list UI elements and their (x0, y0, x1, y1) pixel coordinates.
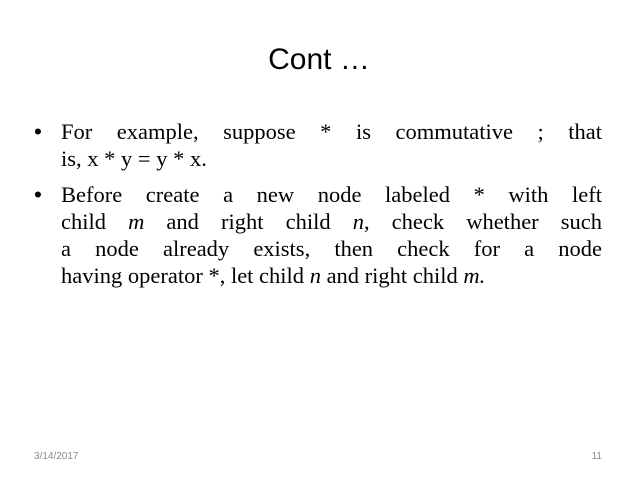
bullet-line (61, 262, 602, 289)
italic-variable: n (352, 209, 364, 234)
bullet-item (34, 118, 602, 172)
text-run: child (61, 209, 129, 234)
bullet-marker: • (34, 119, 42, 144)
italic-variable: m (128, 209, 145, 234)
slide-title: Cont … (268, 43, 370, 76)
footer-date: 3/14/2017 (34, 451, 79, 462)
bullet-line (61, 208, 602, 235)
bullet-marker: • (34, 182, 42, 207)
bullet-item (34, 181, 602, 289)
italic-variable: m. (463, 263, 486, 288)
bullet-list (34, 118, 602, 298)
text-run: and right child (144, 209, 353, 234)
bullet-line: a node already exists, then check for a node (61, 236, 602, 261)
bullet-line: is, x * y = y * x. (61, 146, 207, 171)
italic-variable: n (309, 263, 321, 288)
bullet-line: For example, suppose * is commutative ; that (61, 119, 602, 144)
bullet-line: Before create a new node labeled * with left (61, 182, 602, 207)
text-run: having operator *, let child (61, 263, 310, 288)
text-run: , check whether such (363, 209, 603, 234)
footer-page-number: 11 (591, 451, 602, 462)
text-run: and right child (320, 263, 464, 288)
